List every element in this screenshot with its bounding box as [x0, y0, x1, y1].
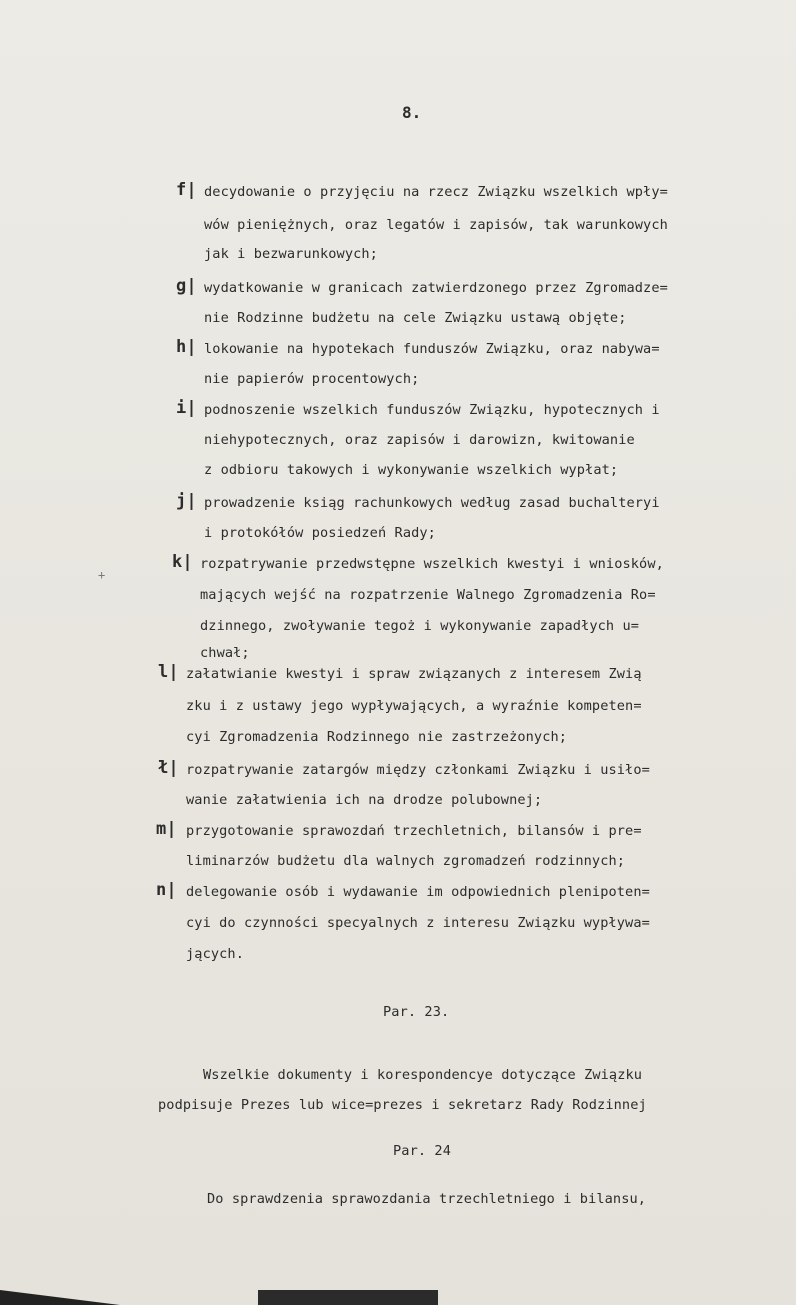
item-line: cyi Zgromadzenia Rodzinnego nie zastrzeżonych; — [186, 729, 568, 745]
item-line: wów pieniężnych, oraz legatów i zapisów, tak warunkowych — [204, 217, 668, 233]
item-label-j: j| — [176, 491, 197, 511]
item-line: niehypotecznych, oraz zapisów i darowizn, kwitowanie — [204, 432, 635, 448]
page-edge-shadow — [0, 1290, 120, 1305]
item-line: prowadzenie ksiąg rachunkowych według zasad buchalteryi — [204, 495, 660, 511]
registration-mark: + — [98, 568, 106, 582]
item-line: z odbioru takowych i wykonywanie wszelkich wypłat; — [204, 462, 619, 478]
section-heading-par-23: Par. 23. — [383, 1004, 450, 1020]
item-label-f: f| — [176, 180, 197, 200]
paragraph-line: Wszelkie dokumenty i korespondencye dotyczące Związku — [203, 1067, 643, 1083]
item-label-k: k| — [172, 552, 193, 572]
item-line: rozpatrywanie przedwstępne wszelkich kwestyi i wniosków, — [200, 556, 664, 572]
item-line: mających wejść na rozpatrzenie Walnego Zgromadzenia Ro= — [200, 587, 656, 603]
section-heading-par-24: Par. 24 — [393, 1143, 451, 1159]
item-line: załatwianie kwestyi i spraw związanych z interesem Zwią — [186, 666, 642, 682]
binding-tab — [258, 1290, 438, 1305]
item-label-l-stroke: ł| — [158, 758, 179, 778]
item-line: chwał; — [200, 645, 250, 661]
item-label-i: i| — [176, 398, 197, 418]
item-line: delegowanie osób i wydawanie im odpowiednich plenipoten= — [186, 884, 650, 900]
item-line: lokowanie na hypotekach funduszów Związku, oraz nabywa= — [204, 341, 660, 357]
item-line: przygotowanie sprawozdań trzechletnich, bilansów i pre= — [186, 823, 642, 839]
item-line: liminarzów budżetu dla walnych zgromadzeń rodzinnych; — [186, 853, 626, 869]
item-line: podnoszenie wszelkich funduszów Związku, hypotecznych i — [204, 402, 660, 418]
item-line: wydatkowanie w granicach zatwierdzonego przez Zgromadze= — [204, 280, 668, 296]
item-line: decydowanie o przyjęciu na rzecz Związku wszelkich wpły= — [204, 184, 668, 200]
paragraph-line: podpisuje Prezes lub wice=prezes i sekretarz Rady Rodzinnej — [158, 1097, 647, 1113]
item-line: nie Rodzinne budżetu na cele Związku ustawą objęte; — [204, 310, 627, 326]
item-line: nie papierów procentowych; — [204, 371, 420, 387]
item-line: jak i bezwarunkowych; — [204, 246, 378, 262]
item-label-l: l| — [158, 662, 179, 682]
item-line: i protokółów posiedzeń Rady; — [204, 525, 436, 541]
item-label-m: m| — [156, 819, 177, 839]
paragraph-line: Do sprawdzenia sprawozdania trzechletniego i bilansu, — [207, 1191, 647, 1207]
item-label-g: g| — [176, 276, 197, 296]
item-label-n: n| — [156, 880, 177, 900]
item-line: jących. — [186, 946, 244, 962]
item-line: cyi do czynności specyalnych z interesu Związku wypływa= — [186, 915, 650, 931]
item-line: wanie załatwienia ich na drodze polubownej; — [186, 792, 543, 808]
page-number: 8. — [402, 103, 422, 122]
item-line: zku i z ustawy jego wypływających, a wyraźnie kompeten= — [186, 698, 642, 714]
item-line: dzinnego, zwoływanie tegoż i wykonywanie zapadłych u= — [200, 618, 640, 634]
item-label-h: h| — [176, 337, 197, 357]
item-line: rozpatrywanie zatargów między członkami Związku i usiło= — [186, 762, 650, 778]
